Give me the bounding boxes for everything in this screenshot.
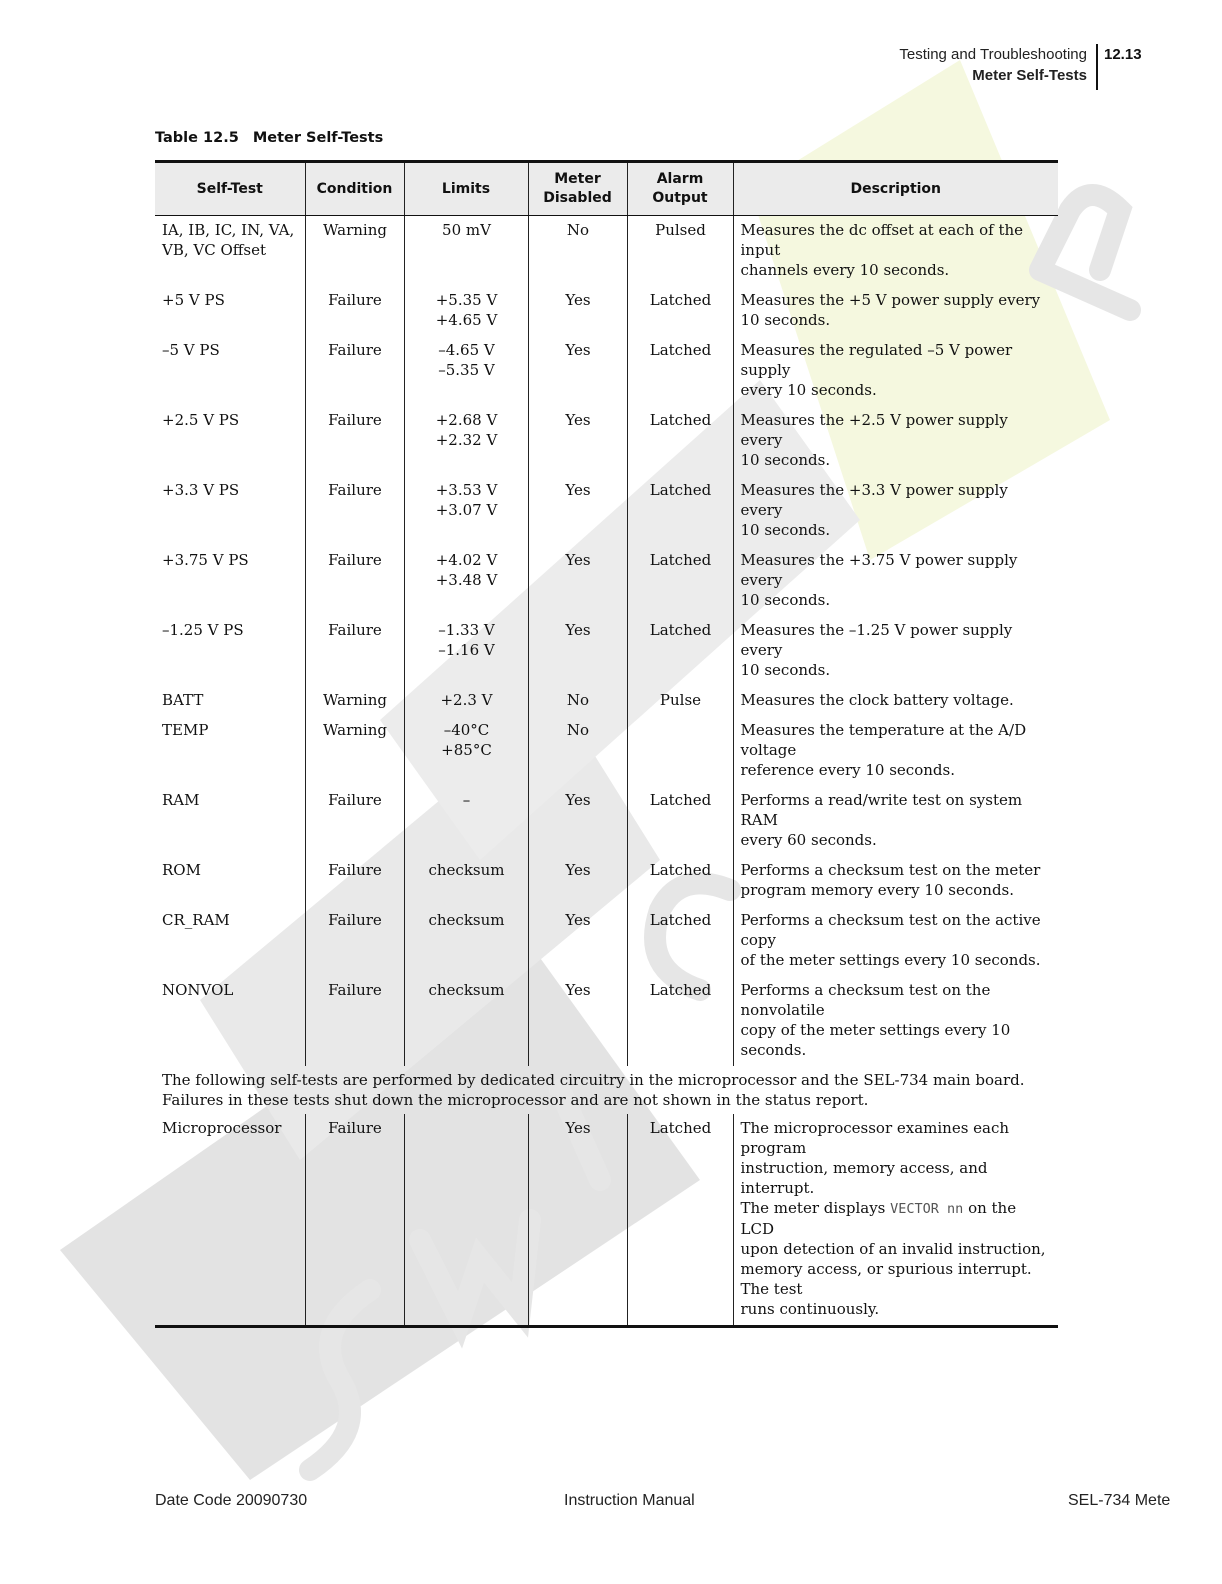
cell-meter-disabled: Yes — [528, 286, 627, 336]
note-line: tests shut down the microprocessor and are not shown in the status report. — [293, 1091, 869, 1109]
cell-line: –1.25 V PS — [162, 621, 244, 639]
cell-self-test — [155, 286, 305, 336]
desc-line: The microprocessor examines each program — [740, 1119, 1010, 1157]
cell-line: VB, VC Offset — [162, 241, 267, 259]
cell-line: Measures the dc offset at each of the input — [740, 221, 1024, 259]
table-note-row — [155, 1066, 1058, 1114]
cell-description — [733, 976, 1058, 1066]
desc-line: memory access, or spurious interrupt. The test — [740, 1260, 1032, 1298]
cell-condition: Failure — [305, 406, 404, 476]
cell-line: +85°C — [441, 741, 492, 759]
cell-line: +3.53 V — [435, 481, 498, 499]
cell-self-test — [155, 216, 305, 287]
cell-alarm-output: Latched — [627, 906, 733, 976]
cell-meter-disabled: No — [528, 716, 627, 786]
self-tests-table-container — [155, 160, 1058, 1328]
cell-condition: Failure — [305, 546, 404, 616]
cell-line: Performs a checksum test on the nonvolatile — [740, 981, 991, 1019]
cell-line: copy of the meter settings every 10 seconds. — [740, 1021, 1011, 1059]
cell-condition: Warning — [305, 686, 404, 716]
desc-line: instruction, memory access, and interrupt. — [740, 1159, 988, 1197]
cell-meter-disabled: Yes — [528, 906, 627, 976]
cell-limits — [404, 216, 528, 287]
cell-description — [733, 786, 1058, 856]
cell-alarm-output: Latched — [627, 476, 733, 546]
cell-description — [733, 906, 1058, 976]
table-header-row — [155, 162, 1058, 216]
cell-limits — [404, 616, 528, 686]
cell-line: –1.16 V — [438, 641, 495, 659]
cell-self-test — [155, 336, 305, 406]
cell-line: Measures the temperature at the A/D voltage — [740, 721, 1027, 759]
cell-condition: Warning — [305, 216, 404, 287]
cell-line: Performs a checksum test on the meter — [740, 861, 1041, 879]
column-header: Condition — [305, 162, 404, 216]
cell-description — [733, 216, 1058, 287]
cell-line: 50 mV — [442, 221, 491, 239]
cell-alarm-output: Latched — [627, 786, 733, 856]
cell-condition: Failure — [305, 616, 404, 686]
cell-condition: Failure — [305, 786, 404, 856]
header-chapter: Testing and Troubleshooting — [899, 46, 1087, 63]
cell-line: Measures the +3.3 V power supply every — [740, 481, 1008, 519]
cell-self-test — [155, 976, 305, 1066]
column-header: Limits — [404, 162, 528, 216]
cell-self-test — [155, 546, 305, 616]
cell-self-test — [155, 616, 305, 686]
cell-limits — [404, 906, 528, 976]
cell-description — [733, 406, 1058, 476]
cell-line: Measures the +5 V power supply every — [740, 291, 1041, 309]
desc-line: runs continuously. — [740, 1300, 880, 1318]
desc-line: The meter displays — [740, 1199, 891, 1217]
table-row — [155, 286, 1058, 336]
cell-line: of the meter settings every 10 seconds. — [740, 951, 1041, 969]
cell-line: Measures the –1.25 V power supply every — [740, 621, 1013, 659]
cell-line: +5.35 V — [435, 291, 498, 309]
cell-alarm-output: Latched — [627, 406, 733, 476]
page-header — [0, 42, 1222, 92]
table-row — [155, 616, 1058, 686]
cell-meter-disabled: Yes — [528, 976, 627, 1066]
cell-line: RAM — [162, 791, 200, 809]
cell-limits — [404, 476, 528, 546]
cell-self-test — [155, 906, 305, 976]
table-row — [155, 546, 1058, 616]
cell-line: –1.33 V — [438, 621, 495, 639]
table-number: Table 12.5 — [155, 130, 239, 146]
cell-line: +3.3 V PS — [162, 481, 240, 499]
cell-line: +3.48 V — [435, 571, 498, 589]
cell-self-test — [155, 786, 305, 856]
cell-description — [733, 616, 1058, 686]
cell-line: channels every 10 seconds. — [740, 261, 950, 279]
cell-line: +4.65 V — [435, 311, 498, 329]
table-row — [155, 1114, 1058, 1327]
cell-meter-disabled: No — [528, 216, 627, 287]
cell-line: +4.02 V — [435, 551, 498, 569]
cell-line: Performs a read/write test on system RAM — [740, 791, 1023, 829]
cell-self-test — [155, 406, 305, 476]
cell-limits — [404, 686, 528, 716]
cell-line: NONVOL — [162, 981, 234, 999]
cell-line: –4.65 V — [438, 341, 495, 359]
cell-line: +2.68 V — [435, 411, 498, 429]
cell-self-test — [155, 716, 305, 786]
column-header: Description — [733, 162, 1058, 216]
table-row — [155, 856, 1058, 906]
page-number: 12.13 — [1104, 46, 1142, 63]
cell-limits — [404, 406, 528, 476]
cell-alarm-output — [627, 716, 733, 786]
table-note — [155, 1066, 1058, 1114]
cell-self-test: Microprocessor — [162, 1119, 282, 1137]
cell-line: TEMP — [162, 721, 209, 739]
cell-condition: Failure — [305, 336, 404, 406]
cell-description — [733, 686, 1058, 716]
footer-product: SEL-734 Mete — [1068, 1492, 1171, 1509]
table-title: Meter Self-Tests — [252, 130, 384, 146]
cell-limits — [404, 286, 528, 336]
cell-description — [733, 716, 1058, 786]
cell-line: program memory every 10 seconds. — [740, 881, 1015, 899]
cell-line: 10 seconds. — [740, 311, 831, 329]
table-row — [155, 216, 1058, 287]
cell-line: reference every 10 seconds. — [740, 761, 955, 779]
cell-line: Measures the +2.5 V power supply every — [740, 411, 1008, 449]
cell-line: –5 V PS — [162, 341, 220, 359]
cell-line: +3.75 V PS — [162, 551, 249, 569]
cell-limits — [404, 786, 528, 856]
cell-meter-disabled: Yes — [528, 616, 627, 686]
cell-line: 10 seconds. — [740, 661, 831, 679]
table-body — [155, 216, 1058, 1327]
cell-meter-disabled: Yes — [528, 546, 627, 616]
header-titles — [899, 44, 1087, 86]
cell-line: –5.35 V — [438, 361, 495, 379]
cell-meter-disabled: Yes — [528, 1114, 627, 1327]
cell-alarm-output: Latched — [627, 546, 733, 616]
cell-line: +2.32 V — [435, 431, 498, 449]
header-section: Meter Self-Tests — [972, 67, 1087, 84]
cell-line: +5 V PS — [162, 291, 225, 309]
table-caption — [155, 130, 383, 146]
column-header: Self-Test — [155, 162, 305, 216]
cell-alarm-output: Pulsed — [627, 216, 733, 287]
cell-meter-disabled: Yes — [528, 786, 627, 856]
cell-line: ROM — [162, 861, 201, 879]
cell-alarm-output: Latched — [627, 856, 733, 906]
cell-alarm-output: Latched — [627, 286, 733, 336]
note-line: The following self-tests are performed by dedicated circuitry in the microprocessor and the SEL-734 main board. Failures in these — [162, 1071, 1025, 1109]
cell-line: 10 seconds. — [740, 591, 831, 609]
cell-condition: Failure — [305, 286, 404, 336]
cell-line: +2.3 V — [440, 691, 493, 709]
cell-line: CR_RAM — [162, 911, 230, 929]
table-row — [155, 686, 1058, 716]
cell-line: Measures the regulated –5 V power supply — [740, 341, 1013, 379]
table-row — [155, 336, 1058, 406]
cell-line: checksum — [428, 911, 505, 929]
cell-alarm-output: Latched — [627, 616, 733, 686]
cell-meter-disabled: Yes — [528, 476, 627, 546]
cell-condition: Failure — [305, 976, 404, 1066]
cell-line: +3.07 V — [435, 501, 498, 519]
cell-alarm-output: Latched — [627, 1114, 733, 1327]
column-header: Alarm Output — [627, 162, 733, 216]
cell-meter-disabled: Yes — [528, 406, 627, 476]
cell-meter-disabled: Yes — [528, 856, 627, 906]
cell-limits — [404, 716, 528, 786]
cell-meter-disabled: No — [528, 686, 627, 716]
cell-line: –40°C — [443, 721, 490, 739]
cell-line: IA, IB, IC, IN, VA, — [162, 221, 295, 239]
cell-description — [733, 476, 1058, 546]
cell-limits — [404, 976, 528, 1066]
cell-line: +2.5 V PS — [162, 411, 240, 429]
cell-limits — [404, 1114, 528, 1327]
cell-condition: Failure — [305, 856, 404, 906]
cell-description — [733, 546, 1058, 616]
cell-description — [733, 856, 1058, 906]
cell-line: every 10 seconds. — [740, 381, 877, 399]
cell-alarm-output: Latched — [627, 336, 733, 406]
header-divider — [1096, 44, 1098, 90]
cell-self-test — [155, 856, 305, 906]
cell-description — [733, 1114, 1058, 1327]
cell-line: every 60 seconds. — [740, 831, 877, 849]
table-row — [155, 786, 1058, 856]
cell-meter-disabled: Yes — [528, 336, 627, 406]
cell-line: BATT — [162, 691, 204, 709]
cell-line: checksum — [428, 981, 505, 999]
table-row — [155, 976, 1058, 1066]
desc-line: upon detection of an invalid instruction, — [740, 1240, 1046, 1258]
cell-alarm-output: Latched — [627, 976, 733, 1066]
cell-condition: Failure — [305, 906, 404, 976]
desc-line: on the LCD — [740, 1199, 1017, 1238]
footer-date-code: Date Code 20090730 — [155, 1492, 308, 1509]
cell-self-test — [155, 686, 305, 716]
cell-self-test — [155, 476, 305, 546]
cell-limits — [404, 856, 528, 906]
cell-condition: Failure — [305, 476, 404, 546]
lcd-code: VECTOR nn — [890, 1201, 964, 1217]
cell-alarm-output: Pulse — [627, 686, 733, 716]
cell-line: 10 seconds. — [740, 521, 831, 539]
cell-description — [733, 336, 1058, 406]
cell-limits — [404, 546, 528, 616]
cell-description — [733, 286, 1058, 336]
cell-line: Performs a checksum test on the active copy — [740, 911, 1041, 949]
table-row — [155, 406, 1058, 476]
cell-condition: Failure — [305, 1114, 404, 1327]
cell-line: checksum — [428, 861, 505, 879]
footer-manual: Instruction Manual — [564, 1492, 695, 1509]
column-header: Meter Disabled — [528, 162, 627, 216]
self-tests-table — [155, 160, 1058, 1328]
table-row — [155, 716, 1058, 786]
cell-line: Measures the +3.75 V power supply every — [740, 551, 1018, 589]
cell-line: Measures the clock battery voltage. — [740, 691, 1014, 709]
cell-line: 10 seconds. — [740, 451, 831, 469]
cell-line: – — [462, 791, 471, 809]
table-row — [155, 476, 1058, 546]
table-row — [155, 906, 1058, 976]
cell-condition: Warning — [305, 716, 404, 786]
cell-limits — [404, 336, 528, 406]
